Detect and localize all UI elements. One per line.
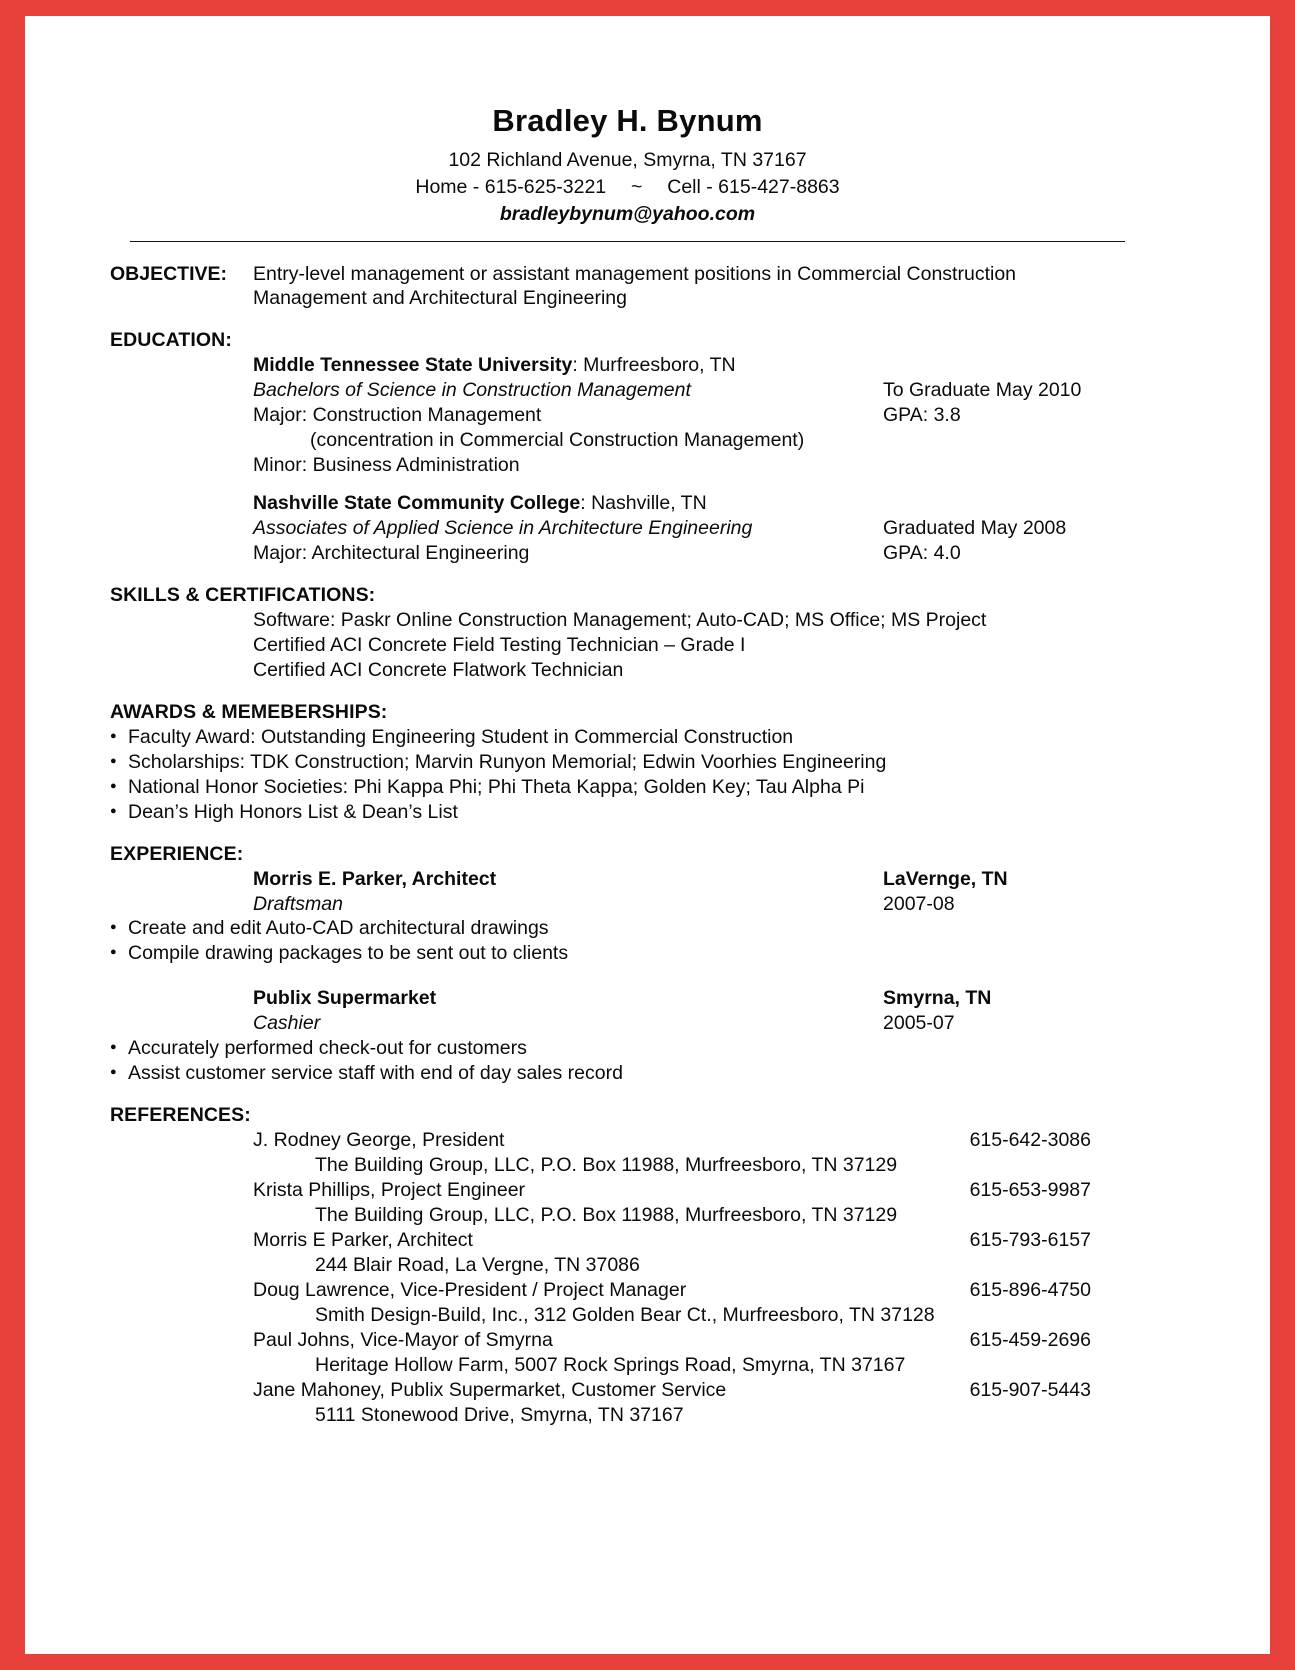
- awards-list: [110, 725, 1145, 825]
- reference-address: 244 Blair Road, La Vergne, TN 37086: [315, 1253, 640, 1276]
- reference-phone: 615-653-9987: [969, 1179, 1091, 1202]
- reference-entry: [110, 1278, 1145, 1328]
- job-duties-list: [110, 1036, 1145, 1086]
- job-duty: ● Compile drawing packages to be sent out to clients: [110, 941, 1145, 966]
- experience-entry: [253, 867, 1145, 917]
- award-item: ● Faculty Award: Outstanding Engineering Student in Commercial Construction: [110, 725, 1145, 750]
- skill-item: Software: Paskr Online Construction Management; Auto-CAD; MS Office; MS Project: [253, 608, 987, 631]
- school-location: : Nashville, TN: [580, 492, 707, 515]
- employer-name: Publix Supermarket: [253, 987, 437, 1010]
- gpa-text: GPA: 3.8: [883, 404, 961, 427]
- header-divider: [130, 241, 1125, 242]
- concentration-text: (concentration in Commercial Construction Management): [310, 429, 805, 452]
- job-dates: 2005-07: [883, 1012, 955, 1035]
- employer-name: Morris E. Parker, Architect: [253, 867, 497, 890]
- award-item: ● Dean’s High Honors List & Dean’s List: [110, 800, 1145, 825]
- reference-phone: 615-642-3086: [969, 1129, 1091, 1152]
- job-dates: 2007-08: [883, 892, 955, 915]
- major-text: Major: Architectural Engineering: [253, 542, 530, 565]
- resume-content: [110, 101, 1145, 1432]
- reference-entry: [110, 1378, 1145, 1428]
- reference-name-row: [253, 1278, 1091, 1303]
- job-duty: ● Accurately performed check-out for customers: [110, 1036, 1145, 1061]
- degree-date: To Graduate May 2010: [883, 379, 1082, 402]
- education-entry: [253, 353, 1145, 478]
- skills-section: [110, 583, 1145, 683]
- degree-line: [253, 516, 1145, 541]
- awards-section: [110, 700, 1145, 825]
- reference-name-row: [253, 1328, 1091, 1353]
- applicant-name: Bradley H. Bynum: [492, 103, 763, 138]
- spacer: [110, 570, 1145, 583]
- spacer: [110, 315, 1145, 328]
- job-title-line: [253, 1011, 1145, 1036]
- reference-name-row: [253, 1128, 1091, 1153]
- award-item: ● Scholarships: TDK Construction; Marvin Runyon Memorial; Edwin Voorhies Engineering: [110, 750, 1145, 775]
- reference-name: Doug Lawrence, Vice-President / Project Manager: [253, 1278, 687, 1301]
- reference-entry: [110, 1228, 1145, 1278]
- experience-section: [110, 842, 1145, 1087]
- home-phone: Home - 615-625-3221: [415, 175, 607, 198]
- school-name-line: [253, 353, 1145, 378]
- reference-entry: [110, 1328, 1145, 1378]
- skill-item: Certified ACI Concrete Flatwork Technician: [253, 658, 624, 681]
- job-duties-list: [110, 916, 1145, 966]
- reference-name-row: [253, 1378, 1091, 1403]
- objective-body: [253, 262, 1113, 312]
- applicant-email: bradleybynum@yahoo.com: [499, 202, 756, 225]
- reference-entry: [110, 1178, 1145, 1228]
- experience-heading: EXPERIENCE:: [110, 842, 244, 865]
- employer-location: Smyrna, TN: [883, 987, 992, 1010]
- degree-line: [253, 378, 1145, 403]
- reference-phone: 615-459-2696: [969, 1328, 1091, 1351]
- job-title-line: [253, 892, 1145, 917]
- degree-title: Bachelors of Science in Construction Management: [253, 379, 691, 402]
- school-location: : Murfreesboro, TN: [572, 354, 736, 377]
- resume-header: [110, 101, 1145, 227]
- spacer: [110, 966, 1145, 986]
- reference-name-row: [253, 1228, 1091, 1253]
- job-title: Draftsman: [253, 892, 343, 915]
- education-section: [110, 328, 1145, 566]
- spacer: [110, 478, 1145, 491]
- references-heading: REFERENCES:: [110, 1104, 251, 1127]
- spacer: [110, 829, 1145, 842]
- objective-line-2: Management and Architectural Engineering: [253, 287, 627, 310]
- degree-date: Graduated May 2008: [883, 517, 1067, 540]
- school-name-line: [253, 491, 1145, 516]
- major-text: Major: Construction Management: [253, 404, 542, 427]
- reference-phone: 615-793-6157: [969, 1228, 1091, 1251]
- major-line: [253, 541, 1145, 566]
- education-heading: EDUCATION:: [110, 329, 232, 352]
- reference-name: Paul Johns, Vice-Mayor of Smyrna: [253, 1328, 553, 1351]
- skills-heading: SKILLS & CERTIFICATIONS:: [110, 584, 376, 607]
- awards-heading: AWARDS & MEMEBERSHIPS:: [110, 700, 388, 723]
- reference-name: Jane Mahoney, Publix Supermarket, Customer Service: [253, 1378, 727, 1401]
- spacer: [110, 1090, 1145, 1103]
- reference-name-row: [253, 1178, 1091, 1203]
- job-duty: ● Create and edit Auto-CAD architectural drawings: [110, 916, 1145, 941]
- reference-address: The Building Group, LLC, P.O. Box 11988, Murfreesboro, TN 37129: [315, 1154, 898, 1177]
- award-item: ● National Honor Societies: Phi Kappa Phi; Phi Theta Kappa; Golden Key; Tau Alpha Pi: [110, 775, 1145, 800]
- job-duty: ● Assist customer service staff with end of day sales record: [110, 1061, 1145, 1086]
- skill-item: Certified ACI Concrete Field Testing Technician – Grade I: [253, 633, 746, 656]
- resume-page: [25, 16, 1270, 1654]
- school-name: Nashville State Community College: [253, 492, 581, 515]
- minor-text: Minor: Business Administration: [253, 454, 520, 477]
- spacer: [110, 687, 1145, 700]
- references-section: [110, 1103, 1145, 1427]
- reference-address: The Building Group, LLC, P.O. Box 11988, Murfreesboro, TN 37129: [315, 1203, 898, 1226]
- reference-phone: 615-896-4750: [969, 1278, 1091, 1301]
- gpa-text: GPA: 4.0: [883, 542, 961, 565]
- reference-name: Morris E Parker, Architect: [253, 1228, 473, 1251]
- skills-list: [253, 608, 1145, 683]
- degree-title: Associates of Applied Science in Architecture Engineering: [253, 517, 753, 540]
- objective-heading: OBJECTIVE:: [110, 262, 228, 285]
- job-title: Cashier: [253, 1012, 321, 1035]
- reference-entry: [110, 1128, 1145, 1178]
- employer-line: [253, 986, 1145, 1011]
- objective-section: [110, 262, 1145, 312]
- employer-line: [253, 867, 1145, 892]
- phone-separator: ~: [631, 175, 643, 198]
- reference-name: J. Rodney George, President: [253, 1129, 505, 1152]
- reference-address: Heritage Hollow Farm, 5007 Rock Springs Road, Smyrna, TN 37167: [315, 1353, 906, 1376]
- applicant-address: 102 Richland Avenue, Smyrna, TN 37167: [448, 148, 807, 171]
- applicant-phones: [110, 175, 1145, 200]
- reference-name: Krista Phillips, Project Engineer: [253, 1179, 526, 1202]
- education-entry: [253, 491, 1145, 566]
- employer-location: LaVernge, TN: [883, 867, 1008, 890]
- cell-phone: Cell - 615-427-8863: [667, 175, 840, 198]
- reference-address: 5111 Stonewood Drive, Smyrna, TN 37167: [315, 1403, 684, 1426]
- objective-line-1: Entry-level management or assistant management positions in Commercial Construction: [253, 262, 1017, 285]
- major-line: [253, 403, 1145, 428]
- experience-entry: [253, 986, 1145, 1036]
- school-name: Middle Tennessee State University: [253, 354, 573, 377]
- reference-address: Smith Design-Build, Inc., 312 Golden Bear Ct., Murfreesboro, TN 37128: [315, 1303, 935, 1326]
- reference-phone: 615-907-5443: [969, 1378, 1091, 1401]
